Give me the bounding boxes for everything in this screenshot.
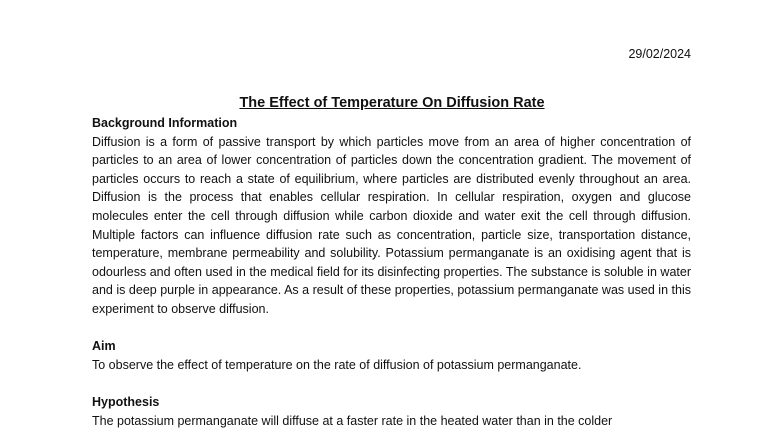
hypothesis-heading: Hypothesis xyxy=(92,394,160,409)
aim-paragraph: To observe the effect of temperature on the rate of diffusion of potassium permanganate. xyxy=(92,357,582,372)
section-spacer xyxy=(92,374,691,393)
background-paragraph: Diffusion is a form of passive transport by which particles move from an area of higher concentration of particles to an area of lower concentration of particles down the concentration gradient. The movement of particles occurs to reach a state of equilibrium, where particles are distributed evenly throughout an area. Diffusion is the process that enables cellular respiration. In cellular respiration, oxygen and glucose molecules enter the cell through diffusion while carbon dioxide and water exit the cell through diffusion. Multiple factors can influence diffusion rate such as concentration, particle size, transportation distance, temperature, membrane permeability and solubility. Potassium permanganate is an oxidising agent that is odourless and often used in the medical field for its disinfecting properties. The substance is soluble in water and is deep purple in appearance. As a result of these properties, potassium permanganate was used in this experiment to observe diffusion. xyxy=(92,134,691,316)
document-date: 29/02/2024 xyxy=(628,47,691,61)
document-body xyxy=(92,114,691,430)
document-title: The Effect of Temperature On Diffusion Rate xyxy=(239,95,545,111)
hypothesis-paragraph: The potassium permanganate will diffuse at a faster rate in the heated water than in the colder xyxy=(92,413,613,428)
aim-heading: Aim xyxy=(92,339,116,354)
section-spacer xyxy=(92,319,691,338)
background-heading: Background Information xyxy=(92,116,238,130)
